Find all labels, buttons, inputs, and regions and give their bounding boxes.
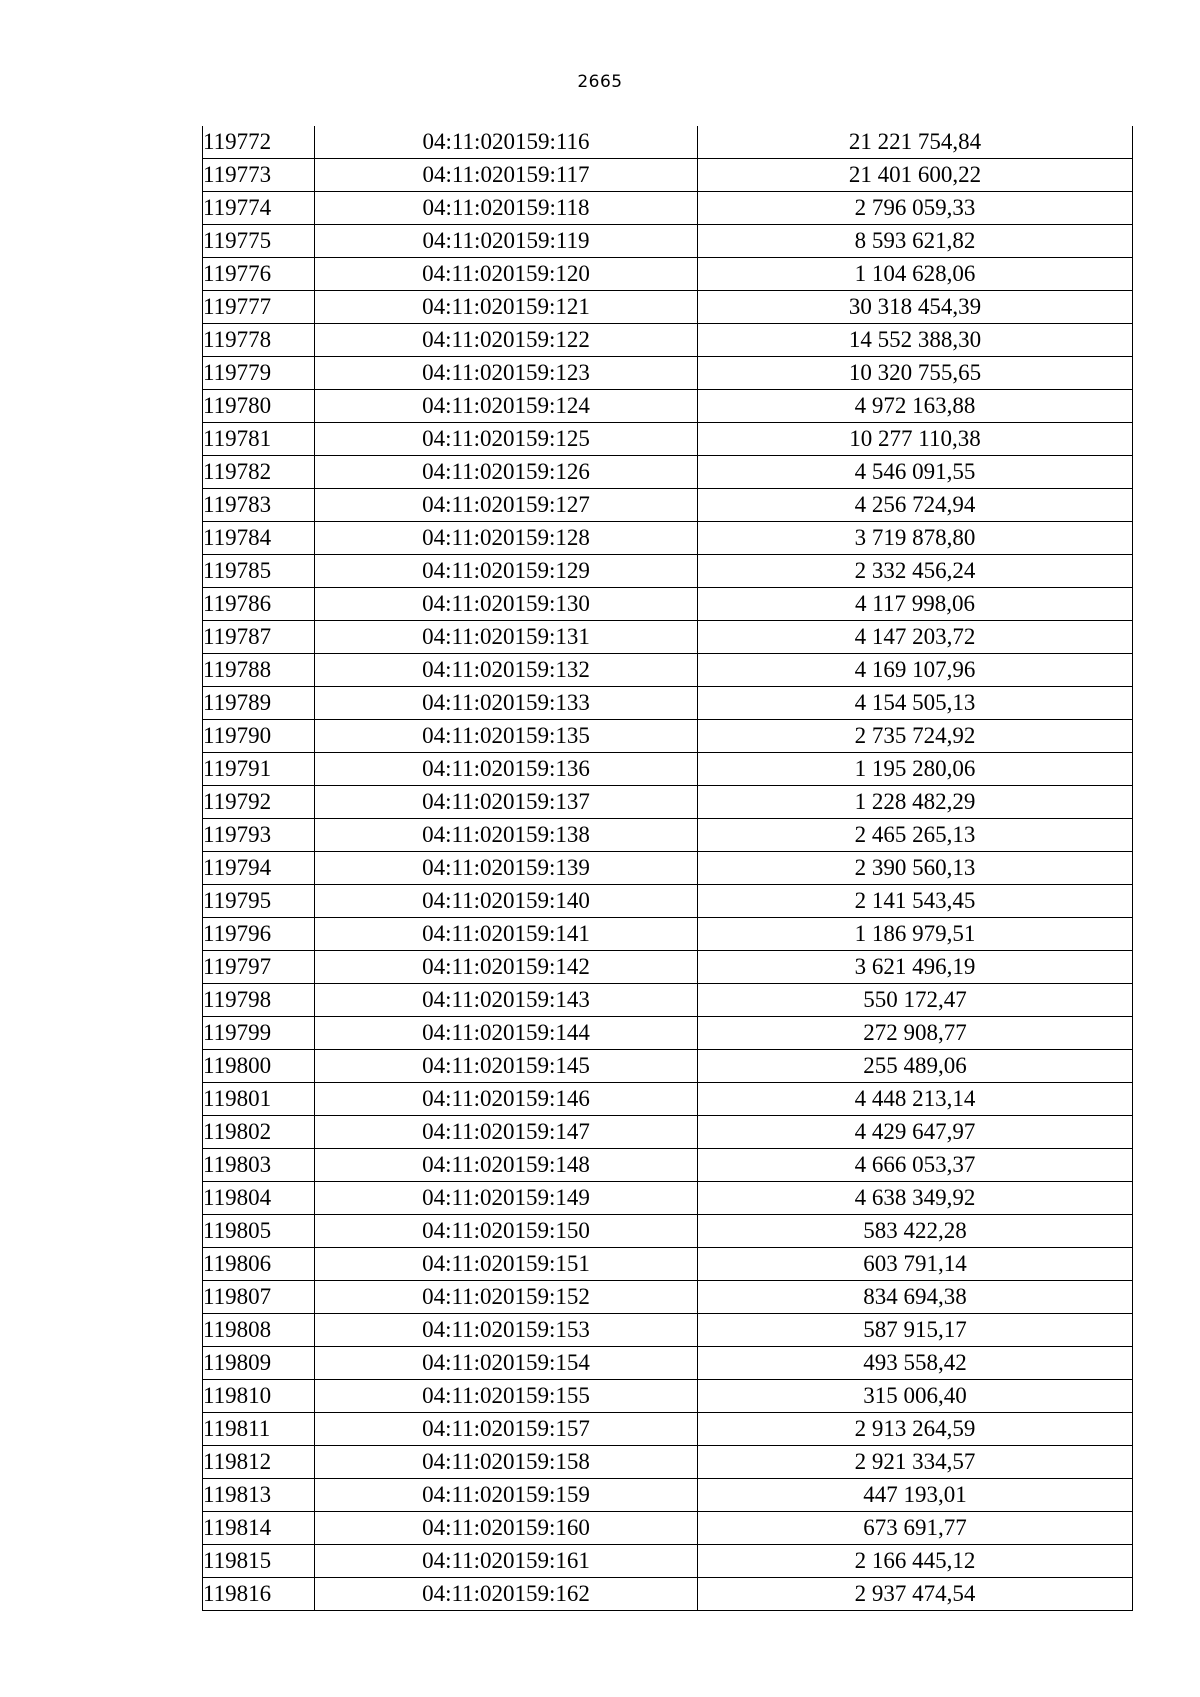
row-number-cell: 119813 [203,1479,315,1512]
table-row [203,192,1133,225]
row-number-cell: 119806 [203,1248,315,1281]
cadastral-number-cell: 04:11:020159:158 [315,1446,698,1479]
cadastral-value-cell: 1 195 280,06 [698,753,1133,786]
table-row [203,1017,1133,1050]
row-number-cell: 119800 [203,1050,315,1083]
row-number-cell: 119785 [203,555,315,588]
row-number-cell: 119782 [203,456,315,489]
cadastral-value-cell: 2 166 445,12 [698,1545,1133,1578]
cadastral-value-cell: 2 796 059,33 [698,192,1133,225]
row-number-cell: 119779 [203,357,315,390]
cadastral-value-cell: 10 277 110,38 [698,423,1133,456]
cadastral-value-cell: 2 141 543,45 [698,885,1133,918]
cadastral-number-cell: 04:11:020159:144 [315,1017,698,1050]
row-number-cell: 119784 [203,522,315,555]
cadastral-value-cell: 2 465 265,13 [698,819,1133,852]
row-number-cell: 119788 [203,654,315,687]
cadastral-number-cell: 04:11:020159:146 [315,1083,698,1116]
cadastral-value-cell: 4 546 091,55 [698,456,1133,489]
cadastral-value-cell: 315 006,40 [698,1380,1133,1413]
cadastral-value-cell: 1 186 979,51 [698,918,1133,951]
cadastral-value-cell: 30 318 454,39 [698,291,1133,324]
row-number-cell: 119802 [203,1116,315,1149]
cadastral-value-cell: 4 154 505,13 [698,687,1133,720]
row-number-cell: 119812 [203,1446,315,1479]
row-number-cell: 119796 [203,918,315,951]
row-number-cell: 119816 [203,1578,315,1611]
cadastral-value-cell: 3 719 878,80 [698,522,1133,555]
cadastral-value-cell: 834 694,38 [698,1281,1133,1314]
row-number-cell: 119781 [203,423,315,456]
table-row [203,654,1133,687]
table-row [203,291,1133,324]
cadastral-value-cell: 447 193,01 [698,1479,1133,1512]
table-row [203,1281,1133,1314]
table-row [203,1314,1133,1347]
cadastral-value-cell: 2 913 264,59 [698,1413,1133,1446]
cadastral-number-cell: 04:11:020159:161 [315,1545,698,1578]
cadastral-value-cell: 2 937 474,54 [698,1578,1133,1611]
cadastral-number-cell: 04:11:020159:117 [315,159,698,192]
row-number-cell: 119811 [203,1413,315,1446]
table-row [203,1380,1133,1413]
cadastral-number-cell: 04:11:020159:142 [315,951,698,984]
row-number-cell: 119777 [203,291,315,324]
cadastral-number-cell: 04:11:020159:145 [315,1050,698,1083]
cadastral-number-cell: 04:11:020159:153 [315,1314,698,1347]
row-number-cell: 119776 [203,258,315,291]
row-number-cell: 119787 [203,621,315,654]
cadastral-number-cell: 04:11:020159:120 [315,258,698,291]
cadastral-number-cell: 04:11:020159:136 [315,753,698,786]
table-row [203,1446,1133,1479]
cadastral-value-cell: 673 691,77 [698,1512,1133,1545]
row-number-cell: 119775 [203,225,315,258]
row-number-cell: 119805 [203,1215,315,1248]
cadastral-number-cell: 04:11:020159:128 [315,522,698,555]
table-row [203,720,1133,753]
table-row [203,951,1133,984]
cadastral-number-cell: 04:11:020159:160 [315,1512,698,1545]
row-number-cell: 119794 [203,852,315,885]
cadastral-value-table [202,126,1133,1611]
cadastral-number-cell: 04:11:020159:159 [315,1479,698,1512]
cadastral-number-cell: 04:11:020159:132 [315,654,698,687]
table-row [203,522,1133,555]
cadastral-value-cell: 4 972 163,88 [698,390,1133,423]
table-row [203,753,1133,786]
table-row [203,852,1133,885]
row-number-cell: 119810 [203,1380,315,1413]
row-number-cell: 119799 [203,1017,315,1050]
cadastral-number-cell: 04:11:020159:150 [315,1215,698,1248]
cadastral-number-cell: 04:11:020159:121 [315,291,698,324]
cadastral-value-cell: 493 558,42 [698,1347,1133,1380]
table-row [203,1248,1133,1281]
cadastral-number-cell: 04:11:020159:133 [315,687,698,720]
row-number-cell: 119795 [203,885,315,918]
cadastral-value-cell: 21 401 600,22 [698,159,1133,192]
cadastral-value-cell: 10 320 755,65 [698,357,1133,390]
row-number-cell: 119804 [203,1182,315,1215]
cadastral-number-cell: 04:11:020159:137 [315,786,698,819]
cadastral-value-cell: 587 915,17 [698,1314,1133,1347]
row-number-cell: 119774 [203,192,315,225]
table-row [203,423,1133,456]
table-row [203,225,1133,258]
cadastral-number-cell: 04:11:020159:116 [315,126,698,159]
row-number-cell: 119801 [203,1083,315,1116]
cadastral-number-cell: 04:11:020159:139 [315,852,698,885]
cadastral-number-cell: 04:11:020159:125 [315,423,698,456]
table-row [203,126,1133,159]
table-row [203,489,1133,522]
cadastral-value-cell: 2 332 456,24 [698,555,1133,588]
row-number-cell: 119798 [203,984,315,1017]
cadastral-value-cell: 2 921 334,57 [698,1446,1133,1479]
row-number-cell: 119786 [203,588,315,621]
table-row [203,1545,1133,1578]
cadastral-value-cell: 3 621 496,19 [698,951,1133,984]
cadastral-number-cell: 04:11:020159:124 [315,390,698,423]
cadastral-value-cell: 4 638 349,92 [698,1182,1133,1215]
cadastral-number-cell: 04:11:020159:162 [315,1578,698,1611]
cadastral-number-cell: 04:11:020159:118 [315,192,698,225]
table-row [203,1413,1133,1446]
cadastral-value-cell: 2 390 560,13 [698,852,1133,885]
row-number-cell: 119783 [203,489,315,522]
cadastral-number-cell: 04:11:020159:143 [315,984,698,1017]
table-row [203,258,1133,291]
table-row [203,1578,1133,1611]
table-row [203,1182,1133,1215]
table-row [203,984,1133,1017]
table-row [203,1149,1133,1182]
table-row [203,324,1133,357]
table-row [203,555,1133,588]
cadastral-number-cell: 04:11:020159:140 [315,885,698,918]
table-row [203,1050,1133,1083]
cadastral-number-cell: 04:11:020159:151 [315,1248,698,1281]
row-number-cell: 119809 [203,1347,315,1380]
row-number-cell: 119793 [203,819,315,852]
table-row [203,786,1133,819]
table-row [203,588,1133,621]
cadastral-number-cell: 04:11:020159:130 [315,588,698,621]
cadastral-number-cell: 04:11:020159:157 [315,1413,698,1446]
table-row [203,819,1133,852]
cadastral-number-cell: 04:11:020159:154 [315,1347,698,1380]
table-row [203,621,1133,654]
cadastral-value-cell: 4 429 647,97 [698,1116,1133,1149]
cadastral-value-cell: 255 489,06 [698,1050,1133,1083]
cadastral-value-cell: 4 117 998,06 [698,588,1133,621]
cadastral-value-cell: 4 256 724,94 [698,489,1133,522]
table-row [203,390,1133,423]
cadastral-value-cell: 4 448 213,14 [698,1083,1133,1116]
row-number-cell: 119789 [203,687,315,720]
row-number-cell: 119773 [203,159,315,192]
row-number-cell: 119814 [203,1512,315,1545]
table-row [203,885,1133,918]
table-row [203,1512,1133,1545]
row-number-cell: 119807 [203,1281,315,1314]
cadastral-value-cell: 1 104 628,06 [698,258,1133,291]
cadastral-number-cell: 04:11:020159:152 [315,1281,698,1314]
row-number-cell: 119803 [203,1149,315,1182]
cadastral-number-cell: 04:11:020159:129 [315,555,698,588]
cadastral-number-cell: 04:11:020159:149 [315,1182,698,1215]
cadastral-number-cell: 04:11:020159:155 [315,1380,698,1413]
row-number-cell: 119790 [203,720,315,753]
table-row [203,1479,1133,1512]
row-number-cell: 119792 [203,786,315,819]
table-row [203,357,1133,390]
row-number-cell: 119772 [203,126,315,159]
table-row [203,456,1133,489]
cadastral-number-cell: 04:11:020159:147 [315,1116,698,1149]
cadastral-value-cell: 21 221 754,84 [698,126,1133,159]
page-number: 2665 [577,72,623,92]
row-number-cell: 119778 [203,324,315,357]
cadastral-value-cell: 550 172,47 [698,984,1133,1017]
table-body [203,126,1133,1611]
cadastral-number-cell: 04:11:020159:122 [315,324,698,357]
cadastral-value-cell: 4 666 053,37 [698,1149,1133,1182]
table-row [203,1083,1133,1116]
cadastral-value-cell: 1 228 482,29 [698,786,1133,819]
table-row [203,1347,1133,1380]
cadastral-number-cell: 04:11:020159:148 [315,1149,698,1182]
cadastral-value-cell: 8 593 621,82 [698,225,1133,258]
row-number-cell: 119780 [203,390,315,423]
row-number-cell: 119791 [203,753,315,786]
table-row [203,1116,1133,1149]
table-row [203,1215,1133,1248]
cadastral-value-cell: 603 791,14 [698,1248,1133,1281]
cadastral-number-cell: 04:11:020159:138 [315,819,698,852]
cadastral-value-cell: 4 169 107,96 [698,654,1133,687]
cadastral-value-cell: 272 908,77 [698,1017,1133,1050]
cadastral-number-cell: 04:11:020159:127 [315,489,698,522]
row-number-cell: 119797 [203,951,315,984]
cadastral-value-cell: 2 735 724,92 [698,720,1133,753]
table-row [203,159,1133,192]
row-number-cell: 119815 [203,1545,315,1578]
cadastral-number-cell: 04:11:020159:126 [315,456,698,489]
table-row [203,687,1133,720]
cadastral-number-cell: 04:11:020159:123 [315,357,698,390]
row-number-cell: 119808 [203,1314,315,1347]
cadastral-number-cell: 04:11:020159:131 [315,621,698,654]
cadastral-value-cell: 14 552 388,30 [698,324,1133,357]
cadastral-value-cell: 4 147 203,72 [698,621,1133,654]
cadastral-value-cell: 583 422,28 [698,1215,1133,1248]
cadastral-number-cell: 04:11:020159:141 [315,918,698,951]
table-row [203,918,1133,951]
cadastral-number-cell: 04:11:020159:135 [315,720,698,753]
cadastral-number-cell: 04:11:020159:119 [315,225,698,258]
